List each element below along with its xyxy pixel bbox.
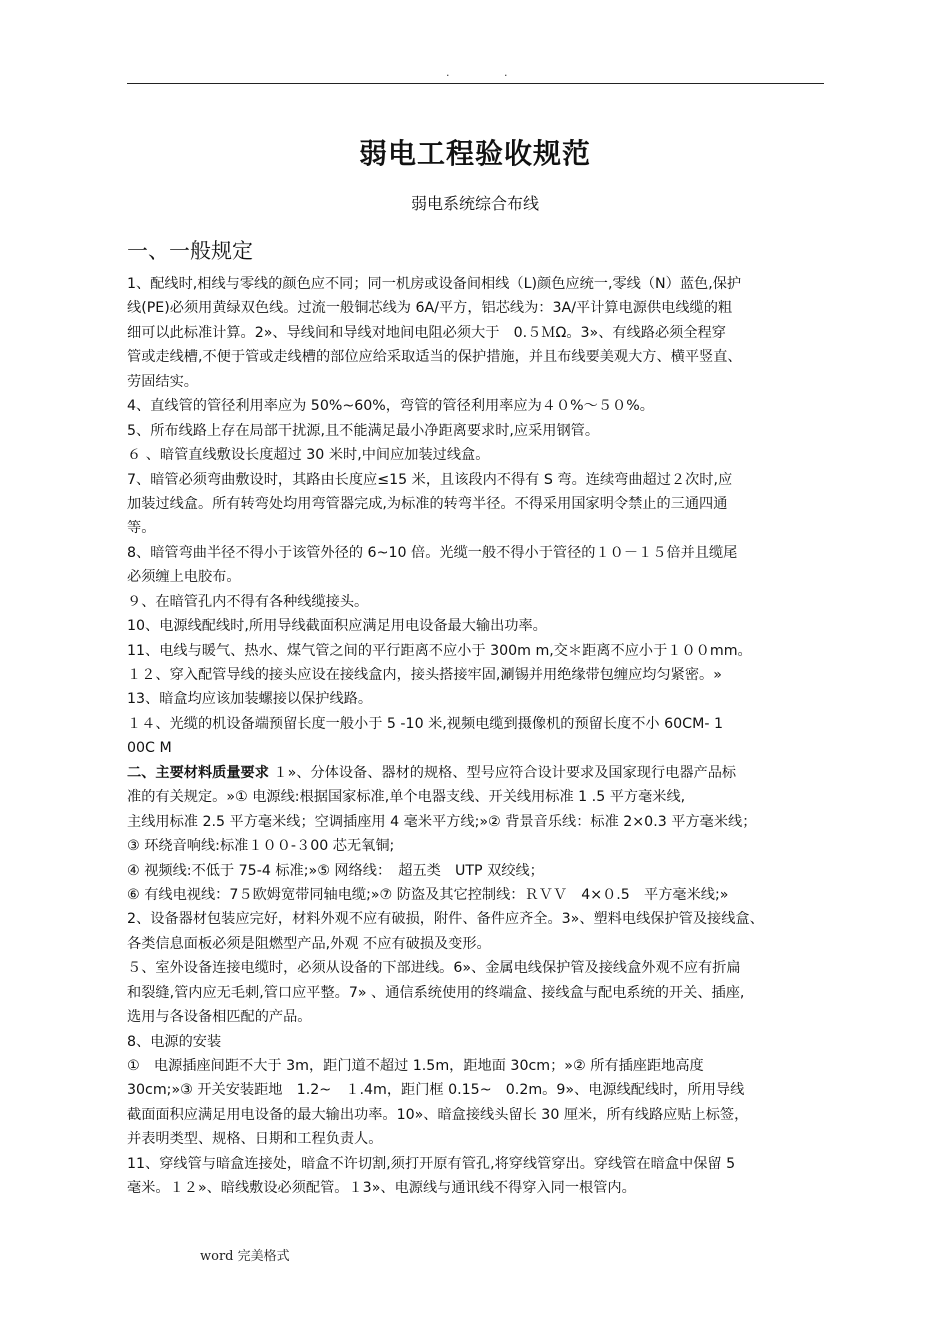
body-line: 选用与各设备相匹配的产品。 (127, 1009, 312, 1026)
section-heading-general: 一、一般规定 (127, 239, 253, 263)
body-line: 各类信息面板必须是阻燃型产品,外观 不应有破损及变形。 (127, 935, 491, 952)
body-line: １４、光缆的机设备端预留长度一般小于 5 -10 米,视频电缆到摄像机的预留长度不小 60CM- 1 (127, 715, 723, 732)
body-line: 准的有关规定。»① 电源线:根据国家标准,单个电器支线、开关线用标准 1 .5 平方毫米线, (127, 789, 686, 806)
body-line: 30cm;»③ 开关安装距地 1.2~ １.4m，距门框 0.15~ 0.2m。9»、电源线配线时，所用导线 (127, 1082, 745, 1099)
body-line: 1、配线时,相线与零线的颜色应不同；同一机房或设备间相线（L)颜色应统一,零线（N）蓝色,保护 (127, 276, 742, 292)
section-heading-materials: 二、主要材料质量要求 (127, 764, 269, 781)
body-line: 劳固结实。 (127, 373, 198, 390)
body-line: 等。 (127, 520, 156, 537)
body-line-fragment: １»、分体设备、器材的规格、型号应符合设计要求及国家现行电器产品标 (268, 764, 737, 781)
body-line: 毫米。１２»、暗线敷设必须配管。１3»、电源线与通讯线不得穿入同一根管内。 (127, 1180, 636, 1197)
header-dot-left: . (446, 66, 450, 79)
body-line: ① 电源插座间距不大于 3m，距门道不超过 1.5m，距地面 30cm；»② 所有插座距地高度 (127, 1058, 704, 1074)
body-line: 8、电源的安装 (127, 1033, 222, 1050)
body-line: 线(PE)必须用黄绿双色线。过流一般铜芯线为 6A/平方，铝芯线为：3A/平计算电源供电线缆的粗 (127, 300, 733, 317)
body-line: 并表明类型、规格、日期和工程负责人。 (127, 1131, 383, 1148)
body-line: ６ 、暗管直线敷设长度超过 30 米时,中间应加装过线盒。 (127, 447, 490, 464)
body-line: ⑥ 有线电视线：7５欧姆宽带同轴电缆;»⑦ 防盗及其它控制线：ＲＶＶ 4×０.5 平方毫米线;» (127, 886, 729, 903)
body-line: 截面面积应满足用电设备的最大输出功率。10»、暗盒接线头留长 30 厘米，所有线路应贴上标签， (127, 1106, 749, 1123)
body-line: ③ 环绕音响线:标准１００-３00 芯无氧铜; (127, 838, 395, 855)
body-line: 8、暗管弯曲半径不得小于该管外径的 6~10 倍。光缆一般不得小于管径的１０－１５倍并且缆尾 (127, 544, 738, 561)
body-line: 11、电线与暖气、热水、煤气管之间的平行距离不应小于 300m m,交＊距离不应小于１００mm。 (127, 642, 752, 659)
body-line: 00C M (127, 740, 172, 757)
body-line: 加装过线盒。所有转弯处均用弯管器完成,为标准的转弯半径。不得采用国家明令禁止的三通四通 (127, 495, 728, 512)
body-line: ９、在暗管孔内不得有各种线缆接头。 (127, 593, 369, 610)
body-line: ５、室外设备连接电缆时，必须从设备的下部进线。6»、金属电线保护管及接线盒外观不应有折扁 (127, 960, 741, 977)
body-line: 和裂缝,管内应无毛刺,管口应平整。7» 、通信系统使用的终端盒、接线盒与配电系统的开关、插座, (127, 984, 745, 1001)
document-body (127, 272, 837, 1201)
body-line: 7、暗管必须弯曲敷设时，其路由长度应≤15 米，且该段内不得有 S 弯。连续弯曲超过２次时,应 (127, 471, 733, 488)
header-rule (127, 83, 824, 84)
header-dot-right: . (504, 66, 508, 79)
body-line: １２、穿入配管导线的接头应设在接线盒内，接头搭接牢固,涮锡并用绝缘带包缠应均匀紧密。» (127, 667, 722, 683)
body-line: 11、穿线管与暗盒连接处，暗盒不许切割,须打开原有管孔,将穿线管穿出。穿线管在暗盒中保留 5 (127, 1155, 736, 1172)
header-marks (0, 66, 950, 80)
body-line: 管或走线槽,不便于管或走线槽的部位应给采取适当的保护措施，并且布线要美观大方、横平竖直、 (127, 349, 742, 366)
body-line: 13、暗盒均应该加装螺接以保护线路。 (127, 691, 373, 708)
document-title: 弱电工程验收规范 (358, 137, 591, 170)
body-line: 10、电源线配线时,所用导线截面积应满足用电设备最大输出功率。 (127, 618, 547, 635)
body-line: ④ 视频线:不低于 75-4 标准;»⑤ 网络线： 超五类 UTP 双绞线； (127, 862, 544, 879)
body-line: 细可以此标准计算。2»、导线间和导线对地间电阻必须大于 0.５ＭΩ。3»、有线路必须全程穿 (127, 324, 726, 341)
footer-text: word 完美格式 (200, 1249, 290, 1264)
body-line: 主线用标准 2.5 平方毫米线；空调插座用 4 毫米平方线;»② 背景音乐线：标准 2×0.3 平方毫米线； (127, 813, 757, 830)
section-heading-materials-line (127, 761, 837, 785)
body-line: 5、所布线路上存在局部干扰源,且不能满足最小净距离要求时,应采用钢管。 (127, 422, 600, 439)
body-line: 必须缠上电胶布。 (127, 569, 241, 586)
body-line: 4、直线管的管径利用率应为 50%~60%，弯管的管径利用率应为４０%～５０%。 (127, 398, 654, 415)
body-line: 2、设备器材包装应完好，材料外观不应有破损，附件、备件应齐全。3»、塑料电线保护管及接线盒、 (127, 911, 764, 928)
document-subtitle: 弱电系统综合布线 (410, 194, 539, 213)
